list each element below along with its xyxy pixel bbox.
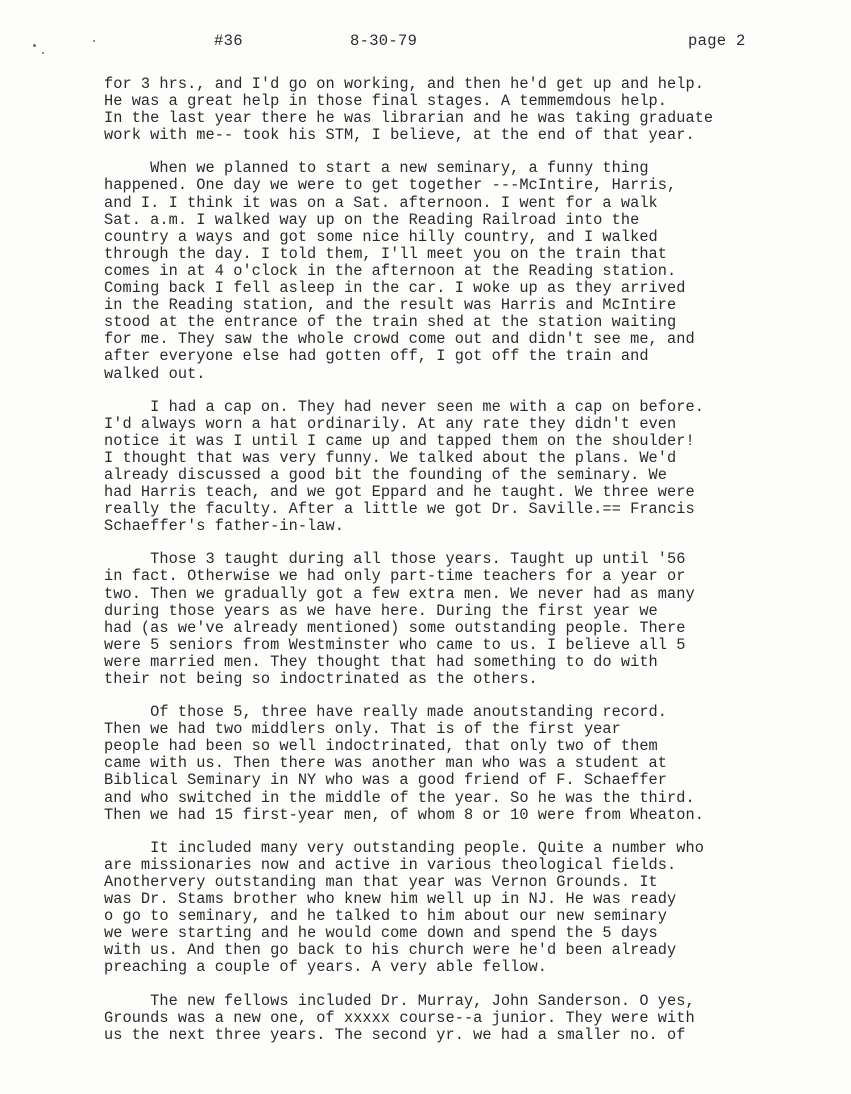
text-line: for me. They saw the whole crowd come out and didn't see me, and (104, 330, 695, 349)
text-line: and who switched in the middle of the year. So he was the third. (104, 788, 695, 807)
text-line: really the faculty. After a little we got Dr. Saville.== Francis (104, 500, 695, 519)
text-line: came with us. Then there was another man who was a student at (104, 754, 668, 773)
text-line: I'd always worn a hat ordinarily. At any rate they didn't even (104, 414, 677, 433)
text-line: through the day. I told them, I'll meet you on the train that (104, 244, 668, 263)
text-line: with us. And then go back to his church were he'd been already (104, 941, 677, 960)
text-line: work with me-- took his STM, I believe, at the end of that year. (104, 126, 695, 145)
text-line: were married men. They thought that had something to do with (104, 652, 658, 671)
text-line: Grounds was a new one, of xxxxx course--a junior. They were with (104, 1008, 695, 1027)
text-line: in the Reading station, and the result was Harris and McIntire (104, 296, 677, 315)
paragraph (104, 551, 804, 688)
text-line: we were starting and he would come down and spend the 5 days (104, 924, 658, 943)
paragraph (104, 399, 804, 536)
text-line: He was a great help in those final stages. A temmemdous help. (104, 92, 668, 111)
text-line: notice it was I until I came up and tapped them on the shoulder! (104, 431, 695, 450)
text-line: walked out. (104, 364, 206, 383)
text-line: comes in at 4 o'clock in the afternoon at the Reading station. (104, 261, 677, 280)
text-line: It included many very outstanding people. Quite a number who (104, 838, 704, 857)
text-line: The new fellows included Dr. Murray, John Sanderson. O yes, (104, 991, 695, 1010)
text-line: had (as we've already mentioned) some outstanding people. There (104, 618, 686, 637)
text-line: are missionaries now and active in various theological fields. (104, 855, 677, 874)
text-line: and I. I think it was on a Sat. afternoon. I went for a walk (104, 193, 658, 212)
text-line: I had a cap on. They had never seen me with a cap on before. (104, 397, 704, 416)
text-line: Anothervery outstanding man that year was Vernon Grounds. It (104, 872, 658, 891)
page-header (0, 32, 851, 54)
text-line: country a ways and got some nice hilly country, and I walked (104, 227, 658, 246)
text-line: I thought that was very funny. We talked about the plans. We'd (104, 448, 677, 467)
text-line: Of those 5, three have really made anoutstanding record. (104, 703, 668, 722)
text-line: for 3 hrs., and I'd go on working, and then he'd get up and help. (104, 75, 704, 93)
text-line: had Harris teach, and we got Eppard and he taught. We three were (104, 483, 695, 502)
text-line: When we planned to start a new seminary, a funny thing (104, 159, 649, 178)
text-line: already discussed a good bit the founding of the seminary. We (104, 465, 668, 484)
document-date: 8-30-79 (350, 32, 418, 50)
text-line: us the next three years. The second yr. we had a smaller no. of (104, 1025, 686, 1044)
text-line: preaching a couple of years. A very able fellow. (104, 958, 548, 977)
paragraph (104, 704, 804, 824)
text-line: happened. One day we were to get together ---McIntire, Harris, (104, 176, 677, 195)
document-number: #36 (214, 32, 243, 50)
text-line: Sat. a.m. I walked way up on the Reading Railroad into the (104, 210, 640, 229)
text-line: In the last year there he was librarian and he was taking graduate (104, 109, 714, 128)
text-line: Then we had 15 first-year men, of whom 8 or 10 were from Wheaton. (104, 805, 704, 824)
text-line: was Dr. Stams brother who knew him well up in NJ. He was ready (104, 890, 677, 909)
text-line: during those years as we have here. During the first year we (104, 601, 658, 620)
text-line: o go to seminary, and he talked to him about our new seminary (104, 907, 668, 926)
text-line: Schaeffer's father-in-law. (104, 517, 344, 536)
text-line: after everyone else had gotten off, I got off the train and (104, 347, 649, 366)
text-line: Those 3 taught during all those years. Taught up until '56 (104, 550, 686, 569)
text-line: in fact. Otherwise we had only part-time teachers for a year or (104, 567, 686, 586)
text-line: two. Then we gradually got a few extra men. We never had as many (104, 584, 695, 603)
text-line: their not being so indoctrinated as the others. (104, 670, 538, 688)
text-line: Coming back I fell asleep in the car. I woke up as they arrived (104, 279, 686, 298)
text-line: Then we had two middlers only. That is of the first year (104, 720, 621, 739)
transcript-body (104, 76, 804, 1044)
text-line: stood at the entrance of the train shed at the station waiting (104, 313, 677, 332)
paragraph (104, 76, 804, 144)
paragraph (104, 993, 804, 1044)
text-line: Biblical Seminary in NY who was a good friend of F. Schaeffer (104, 771, 668, 790)
text-line: people had been so well indoctrinated, that only two of them (104, 737, 658, 756)
page-number: page 2 (688, 32, 746, 50)
paragraph (104, 840, 804, 977)
paragraph (104, 160, 804, 382)
text-line: were 5 seniors from Westminster who came to us. I believe all 5 (104, 635, 686, 654)
